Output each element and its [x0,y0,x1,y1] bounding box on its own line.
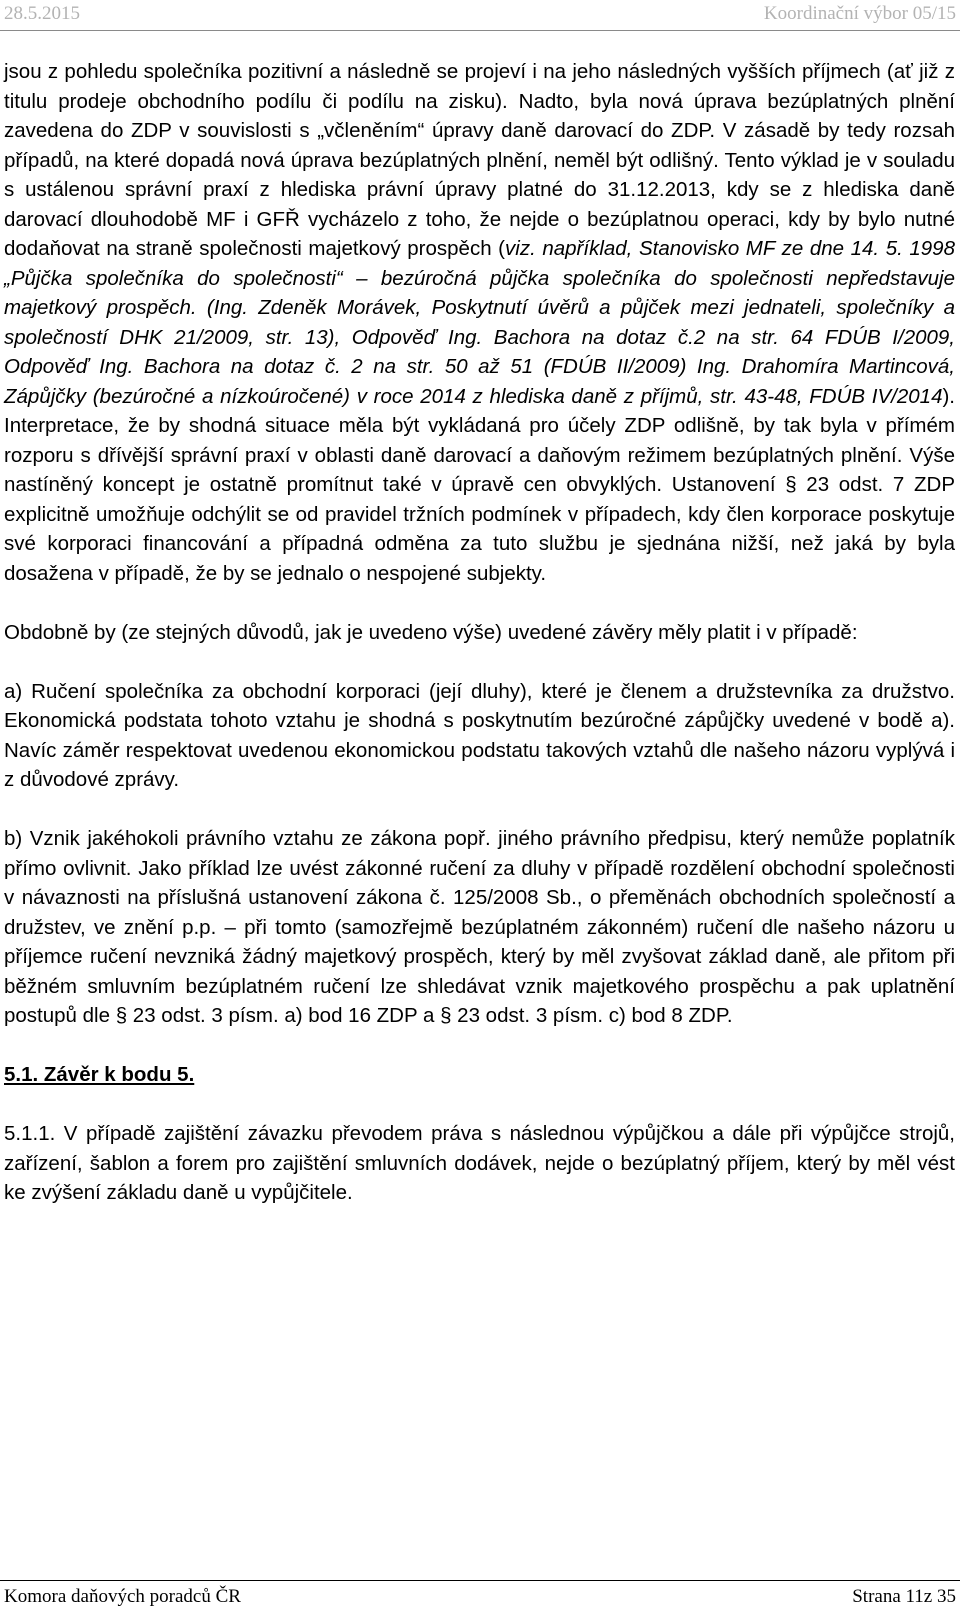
footer-page-number: Strana 11z 35 [852,1586,956,1607]
list-item-a: a) Ručení společníka za obchodní korporaci (její dluhy), které je členem a družstevníka za družstvo. Ekonomická podstata tohoto vztahu je shodná s poskytnutím bezúročné zápůjčky uvedené v bodě a). Navíc záměr respektovat uvedenou ekonomickou podstatu takových vztahů dle našeho názoru vyplývá i z důvodové zprávy. [4,679,955,791]
list-item-b: b) Vznik jakéhokoli právního vztahu ze zákona popř. jiného právního předpisu, který nemůže poplatník přímo ovlivnit. Jako příklad lze uvést zákonné ručení za dluhy v případě rozdělení obchodní společnosti v návaznosti na příslušná ustanovení zákona č. 125/2008 Sb., o přeměnách obchodních společností a družstev, ve znění p.p. – při tomto (samozřejmě bezúplatném zákonném) ručení dle našeho názoru u příjemce ručení nevzniká žádný majetkový prospěch, který by měl zvyšovat základ daně, ale přitom při běžném smluvním bezúplatném ručení lze shledávat vznik majetkového prospěchu a pak uplatnění postupů dle § 23 odst. 3 písm. a) bod 16 ZDP a § 23 odst. 3 písm. c) bod 8 ZDP. [4,827,955,1027]
document-body [4,57,955,1208]
section-heading: 5.1. Závěr k bodu 5. [4,1063,195,1086]
page-footer [0,1580,960,1613]
header-rule [0,30,960,31]
paragraph-conclusion: 5.1.1. V případě zajištění závazku převodem práva s následnou výpůjčkou a dále při výpůjčce strojů, zařízení, šablon a forem pro zajištění smluvních dodávek, nejde o bezúplatný příjem, který by měl vést ke zvýšení základu daně u vypůjčitele. [4,1122,955,1204]
paragraph-text: jsou z pohledu společníka pozitivní a následně se projeví i na jeho následných vyšších příjmech (ať již z titulu prodeje obchodního podílu či podílu na zisku). Nadto, byla nová úprava bezúplatných plnění zavedena do ZDP v souvislosti s „včleněním“ úpravy daně darovací do ZDP. V zásadě by tedy rozsah případů, na které dopadá nová úprava bezúplatných plnění, neměl být odlišný. Tento výklad je v souladu s ustálenou správní praxí z hlediska právní úpravy platné do 31.12.2013, kdy se z hlediska daně darovací dlouhodobě MF i GFŘ vycházelo z toho, že nejde o bezúplatnou operaci, kdy by bylo nutné dodaňovat na straně společnosti majetkový prospěch ( [4,60,955,260]
header-date: 28.5.2015 [4,3,80,24]
footer-organization: Komora daňových poradců ČR [4,1586,241,1607]
header-committee: Koordinační výbor 05/15 [763,3,956,24]
page-header [0,0,960,31]
footer-rule [0,1580,960,1581]
paragraph-analogy: Obdobně by (ze stejných důvodů, jak je uvedeno výše) uvedené závěry měly platit i v případě: [4,620,858,644]
paragraph-interpretation [4,57,955,588]
citation-text: viz. například, Stanovisko MF ze dne 14. 5. 1998 „Půjčka společníka do společnosti“ – bezúročná půjčka společníka do společnosti nepředstavuje majetkový prospěch. (Ing. Zdeněk Morávek, Poskytnutí úvěrů a půjček mezi jednateli, společníky a společností DHK 21/2009, str. 13), Odpověď Ing. Bachora na dotaz č.2 na str. 64 FDÚB I/2009, Odpověď Ing. Bachora na dotaz č. 2 na str. 50 až 51 (FDÚB II/2009) Ing. Drahomíra Martincová, Zápůjčky (bezúročné a nízkoúročené) v roce 2014 z hlediska daně z příjmů, str. 43-48, FDÚB IV/2014 [4,237,955,408]
paragraph-text: ). Interpretace, že by shodná situace měla být vykládaná pro účely ZDP odlišně, by tak byla v přímém rozporu s dřívější správní praxí v oblasti daně darovací a daňovým režimem bezúplatných plnění. Výše nastíněný koncept je ostatně promítnut také v úpravě cen obvyklých. Ustanovení § 23 odst. 7 ZDP explicitně umožňuje odchýlit se od pravidel tržních podmínek v případech, kdy člen korporace poskytuje své korporaci financování a případná odměna za tuto službu je sjednána nižší, než jaká by byla dosažena v případě, že by se jednalo o nespojené subjekty. [4,384,955,585]
